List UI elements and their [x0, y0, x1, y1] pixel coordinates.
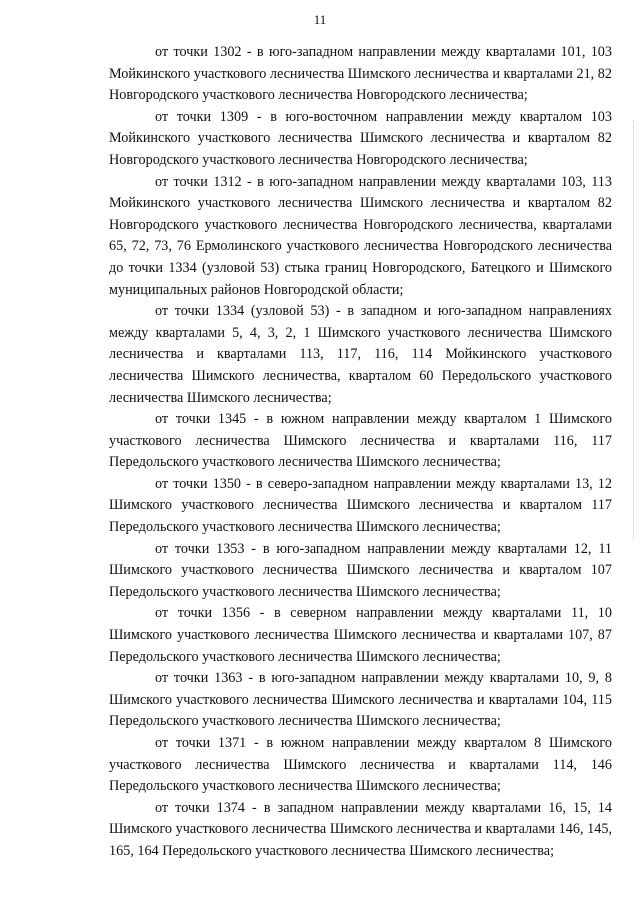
- page-number: 11: [313, 12, 327, 27]
- boundary-paragraph: от точки 1302 - в юго-западном направлении между кварталами 101, 103 Мойкинского участкового лесничества Шимского лесничества и кварталами 21, 82 Новгородского участкового лесничества Новгородского лесничества;: [109, 44, 612, 104]
- boundary-paragraph: от точки 1356 - в северном направлении между кварталами 11, 10 Шимского участкового лесничества Шимского лесничества и кварталами 107, 87 Передольского участкового лесничества Шимского лесничества;: [109, 605, 612, 665]
- boundary-paragraph: от точки 1309 - в юго-восточном направлении между кварталом 103 Мойкинского участкового лесничества Шимского лесничества и кварталом 82 Новгородского участкового лесничества Новгородского лесничества;: [109, 108, 612, 168]
- boundary-paragraph: от точки 1353 - в юго-западном направлении между кварталами 12, 11 Шимского участкового лесничества Шимского лесничества и кварталом 107 Передольского участкового лесничества Шимского лесничества;: [109, 540, 612, 600]
- boundary-paragraph: от точки 1345 - в южном направлении между кварталом 1 Шимского участкового лесничества Шимского лесничества и кварталами 116, 117 Передольского участкового лесничества Шимского лесничества;: [109, 411, 612, 471]
- scan-edge-mark: [632, 120, 634, 540]
- document-body: [109, 42, 612, 863]
- boundary-paragraph: от точки 1371 - в южном направлении между кварталом 8 Шимского участкового лесничества Шимского лесничества и кварталами 114, 146 Передольского участкового лесничества Шимского лесничества;: [109, 735, 612, 795]
- boundary-paragraph: от точки 1312 - в юго-западном направлении между кварталами 103, 113 Мойкинского участкового лесничества Шимского лесничества и кварталом 82 Новгородского участкового лесничества Новгородского лесничества, кварталами 65, 72, 73, 76 Ермолинского участкового лесничества Новгородского лесничества до точки 1334 (узловой 53) стыка границ Новгородского, Батецкого и Шимского муниципальных районов Новгородской области;: [109, 173, 612, 298]
- boundary-paragraph: от точки 1374 - в западном направлении между кварталами 16, 15, 14 Шимского участкового лесничества Шимского лесничества и кварталами 146, 145, 165, 164 Передольского участкового лесничества Шимского лесничества;: [109, 799, 612, 859]
- boundary-paragraph: от точки 1363 - в юго-западном направлении между кварталами 10, 9, 8 Шимского участкового лесничества Шимского лесничества и кварталами 104, 115 Передольского участкового лесничества Шимского лесничества;: [109, 670, 612, 730]
- boundary-paragraph: от точки 1334 (узловой 53) - в западном и юго-западном направлениях между кварталами 5, 4, 3, 2, 1 Шимского участкового лесничества Шимского лесничества и кварталами 113, 117, 116, 114 Мойкинского участкового лесничества Шимского лесничества, кварталом 60 Передольского участкового лесничества Шимского лесничества;: [109, 303, 612, 406]
- boundary-paragraph: от точки 1350 - в северо-западном направлении между кварталами 13, 12 Шимского участкового лесничества Шимского лесничества и кварталом 117 Передольского участкового лесничества Шимского лесничества;: [109, 475, 612, 536]
